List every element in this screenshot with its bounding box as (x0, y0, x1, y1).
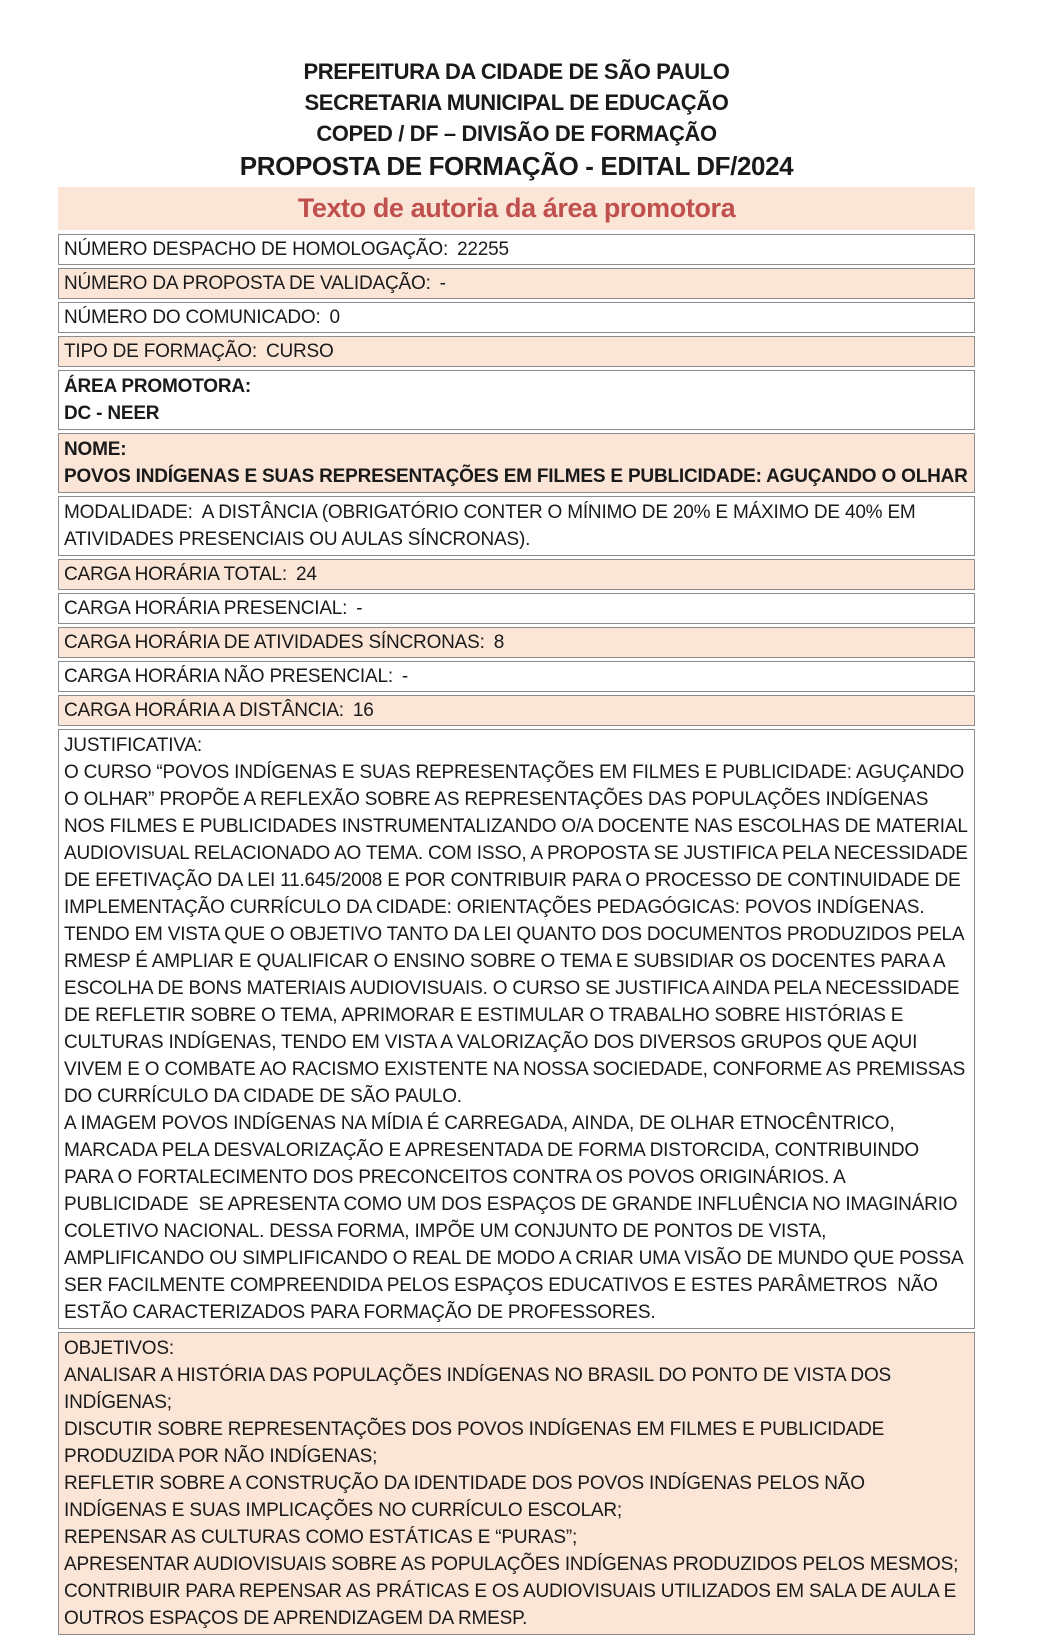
field-value: POVOS INDÍGENAS E SUAS REPRESENTAÇÕES EM FILMES E PUBLICIDADE: AGUÇANDO O OLHAR (64, 466, 968, 487)
field-numero-despacho-homologacao (58, 234, 975, 265)
field-label: ÁREA PROMOTORA: (64, 376, 252, 397)
objetivo-item-2: DISCUTIR SOBRE REPRESENTAÇÕES DOS POVOS INDÍGENAS EM FILMES E PUBLICIDADE PRODUZIDA POR NÃO INDÍGENAS; (64, 1419, 890, 1467)
field-value: A DISTÂNCIA (OBRIGATÓRIO CONTER O MÍNIMO DE 20% E MÁXIMO DE 40% EM ATIVIDADES PRESENCIAIS OU AULAS SÍNCRONAS). (64, 502, 916, 550)
field-label: CARGA HORÁRIA NÃO PRESENCIAL: (64, 666, 393, 687)
header-org-line-2: SECRETARIA MUNICIPAL DE EDUCAÇÃO (304, 90, 729, 115)
field-value: 24 (296, 564, 317, 585)
section-objetivos (58, 1332, 975, 1635)
objetivo-item-1: ANALISAR A HISTÓRIA DAS POPULAÇÕES INDÍGENAS NO BRASIL DO PONTO DE VISTA DOS INDÍGENAS; (64, 1365, 897, 1413)
field-label: MODALIDADE: (64, 502, 193, 523)
section-title: JUSTIFICATIVA: (64, 735, 202, 756)
field-carga-horaria-a-distancia (58, 695, 975, 726)
form-rows (58, 234, 975, 1635)
field-value: 0 (329, 307, 340, 328)
document-header (58, 0, 975, 184)
document-page (58, 0, 975, 1635)
field-value: CURSO (265, 341, 334, 362)
objetivo-item-3: REFLETIR SOBRE A CONSTRUÇÃO DA IDENTIDADE DOS POVOS INDÍGENAS PELOS NÃO INDÍGENAS E SUAS IMPLICAÇÕES NO CURRÍCULO ESCOLAR; (64, 1473, 870, 1521)
field-modalidade (58, 496, 975, 556)
justificativa-paragraph-1: O CURSO “POVOS INDÍGENAS E SUAS REPRESENTAÇÕES EM FILMES E PUBLICIDADE: AGUÇANDO O OLHAR” PROPÕE A REFLEXÃO SOBRE AS REPRESENTAÇÕES DAS POPULAÇÕES INDÍGENAS NOS FILMES E PUBLICIDADES INSTRUMENTALIZANDO O/A DOCENTE NAS ESCOLHAS DE MATERIAL AUDIOVISUAL RELACIONADO AO TEMA. COM ISSO, A PROPOSTA SE JUSTIFICA PELA NECESSIDADE DE EFETIVAÇÃO DA LEI 11.645/2008 E POR CONTRIBUIR PARA O PROCESSO DE CONTINUIDADE DE IMPLEMENTAÇÃO CURRÍCULO DA CIDADE: ORIENTAÇÕES PEDAGÓGICAS: POVOS INDÍGENAS. TENDO EM VISTA QUE O OBJETIVO TANTO DA LEI QUANTO DOS DOCUMENTOS PRODUZIDOS PELA RMESP É AMPLIAR E QUALIFICAR O ENSINO SOBRE O TEMA E SUBSIDIAR OS DOCENTES PARA A ESCOLHA DE BONS MATERIAIS AUDIOVISUAIS. O CURSO SE JUSTIFICA AINDA PELA NECESSIDADE DE REFLETIR SOBRE O TEMA, APRIMORAR E ESTIMULAR O TRABALHO SOBRE HISTÓRIAS E CULTURAS INDÍGENAS, TENDO EM VISTA A VALORIZAÇÃO DOS DIVERSOS GRUPOS QUE AQUI VIVEM E O COMBATE AO RACISMO EXISTENTE NA NOSSA SOCIEDADE, CONFORME AS PREMISSAS DO CURRÍCULO DA CIDADE DE SÃO PAULO. (64, 762, 973, 1107)
field-carga-horaria-presencial (58, 593, 975, 624)
field-label: CARGA HORÁRIA A DISTÂNCIA: (64, 700, 344, 721)
header-org-line-1: PREFEITURA DA CIDADE DE SÃO PAULO (303, 59, 730, 84)
field-label: CARGA HORÁRIA DE ATIVIDADES SÍNCRONAS: (64, 632, 485, 653)
field-tipo-formacao (58, 336, 975, 367)
authorship-banner: Texto de autoria da área promotora (58, 187, 975, 230)
objetivo-item-5: APRESENTAR AUDIOVISUAIS SOBRE AS POPULAÇÕES INDÍGENAS PRODUZIDOS PELOS MESMOS; (64, 1554, 959, 1575)
field-carga-horaria-total (58, 559, 975, 590)
field-label: NÚMERO DA PROPOSTA DE VALIDAÇÃO: (64, 273, 431, 294)
field-label: NÚMERO DO COMUNICADO: (64, 307, 321, 328)
field-value: - (356, 598, 363, 619)
field-label: CARGA HORÁRIA TOTAL: (64, 564, 288, 585)
field-value: - (439, 273, 446, 294)
header-org-line-3: COPED / DF – DIVISÃO DE FORMAÇÃO (316, 121, 717, 146)
field-label: NÚMERO DESPACHO DE HOMOLOGAÇÃO: (64, 239, 449, 260)
field-area-promotora (58, 370, 975, 430)
field-numero-comunicado (58, 302, 975, 333)
field-carga-horaria-nao-presencial (58, 661, 975, 692)
section-justificativa (58, 729, 975, 1329)
field-value: DC - NEER (64, 403, 160, 424)
field-value: 8 (493, 632, 505, 653)
objetivo-item-6: CONTRIBUIR PARA REPENSAR AS PRÁTICAS E OS AUDIOVISUAIS UTILIZADOS EM SALA DE AULA E OUTROS ESPAÇOS DE APRENDIZAGEM DA RMESP. (64, 1581, 962, 1629)
field-value: 22255 (457, 239, 509, 260)
field-value: 16 (352, 700, 374, 721)
section-title: OBJETIVOS: (64, 1338, 174, 1359)
field-label: NOME: (64, 439, 127, 460)
field-nome (58, 433, 975, 493)
field-label: TIPO DE FORMAÇÃO: (64, 341, 257, 362)
field-carga-horaria-atividades-sincronas (58, 627, 975, 658)
objetivo-item-4: REPENSAR AS CULTURAS COMO ESTÁTICAS E “PURAS”; (64, 1527, 578, 1548)
field-value: - (401, 666, 409, 687)
field-label: CARGA HORÁRIA PRESENCIAL: (64, 598, 348, 619)
document-title: PROPOSTA DE FORMAÇÃO - EDITAL DF/2024 (239, 151, 794, 181)
field-numero-proposta-validacao (58, 268, 975, 299)
justificativa-paragraph-2: A IMAGEM POVOS INDÍGENAS NA MÍDIA É CARREGADA, AINDA, DE OLHAR ETNOCÊNTRICO, MARCADA PELA DESVALORIZAÇÃO E APRESENTADA DE FORMA DISTORCIDA, CONTRIBUINDO PARA O FORTALECIMENTO DOS PRECONCEITOS CONTRA OS POVOS ORIGINÁRIOS. A PUBLICIDADE SE APRESENTA COMO UM DOS ESPAÇOS DE GRANDE INFLUÊNCIA NO IMAGINÁRIO COLETIVO NACIONAL. DESSA FORMA, IMPÕE UM CONJUNTO DE PONTOS DE VISTA, AMPLIFICANDO OU SIMPLIFICANDO O REAL DE MODO A CRIAR UMA VISÃO DE MUNDO QUE POSSA SER FACILMENTE COMPREENDIDA PELOS ESPAÇOS EDUCATIVOS E ESTES PARÂMETROS NÃO ESTÃO CARACTERIZADOS PARA FORMAÇÃO DE PROFESSORES. (64, 1113, 968, 1323)
